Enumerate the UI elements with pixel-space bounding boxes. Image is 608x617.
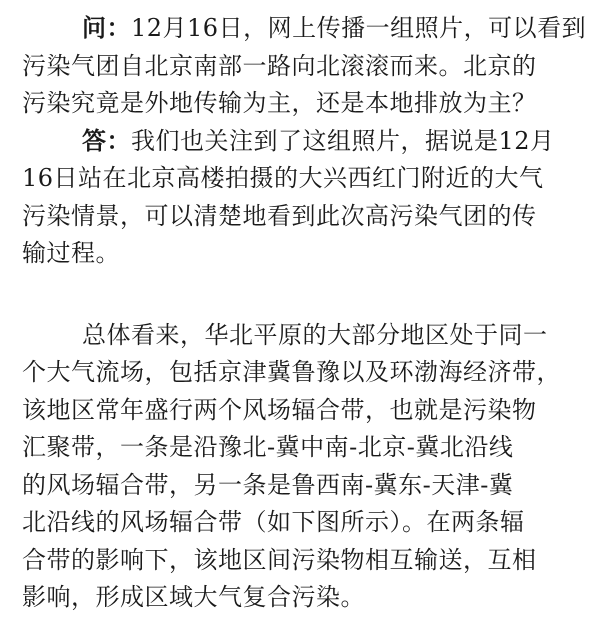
paragraph-spacer — [22, 273, 588, 317]
body-paragraph — [22, 317, 588, 617]
question-label: 问： — [82, 14, 131, 42]
answer-line-2: 16日站在北京高楼拍摄的大兴西红门附近的大气 — [22, 164, 544, 192]
question-line-1 — [22, 10, 588, 48]
body-line-7: 合带的影响下，该地区间污染物相互输送，互相 — [22, 545, 537, 574]
answer-line-1 — [22, 123, 588, 161]
answer-label: 答： — [82, 126, 131, 155]
body-line-8: 影响，形成区域大气复合污染。 — [22, 583, 365, 611]
body-line-4: 汇聚带，一条是沿豫北-冀中南-北京-冀北沿线 — [22, 433, 514, 461]
question-text: 12月16日，网上传播一组照片，可以看到 — [131, 14, 587, 42]
question-line-2: 污染气团自北京南部一路向北滚滚而来。北京的 — [22, 51, 537, 80]
answer-line-3: 污染情景，可以清楚地看到此次高污染气团的传 — [22, 201, 537, 230]
question-line-3: 污染究竟是外地传输为主，还是本地排放为主？ — [22, 89, 537, 117]
body-line-5: 的风场辐合带，另一条是鲁西南-冀东-天津-冀 — [22, 470, 514, 499]
answer-text: 我们也关注到了这组照片，据说是12月 — [131, 126, 555, 155]
body-line-2: 个大气流场，包括京津冀鲁豫以及环渤海经济带， — [22, 358, 561, 386]
answer-paragraph — [22, 123, 588, 273]
question-paragraph — [22, 10, 588, 123]
body-line-1: 总体看来，华北平原的大部分地区处于同一 — [82, 320, 548, 349]
body-line-3: 该地区常年盛行两个风场辐合带，也就是污染物 — [22, 395, 537, 424]
body-line-6: 北沿线的风场辐合带（如下图所示）。在两条辐 — [22, 508, 525, 536]
answer-line-4: 输过程。 — [22, 239, 120, 267]
